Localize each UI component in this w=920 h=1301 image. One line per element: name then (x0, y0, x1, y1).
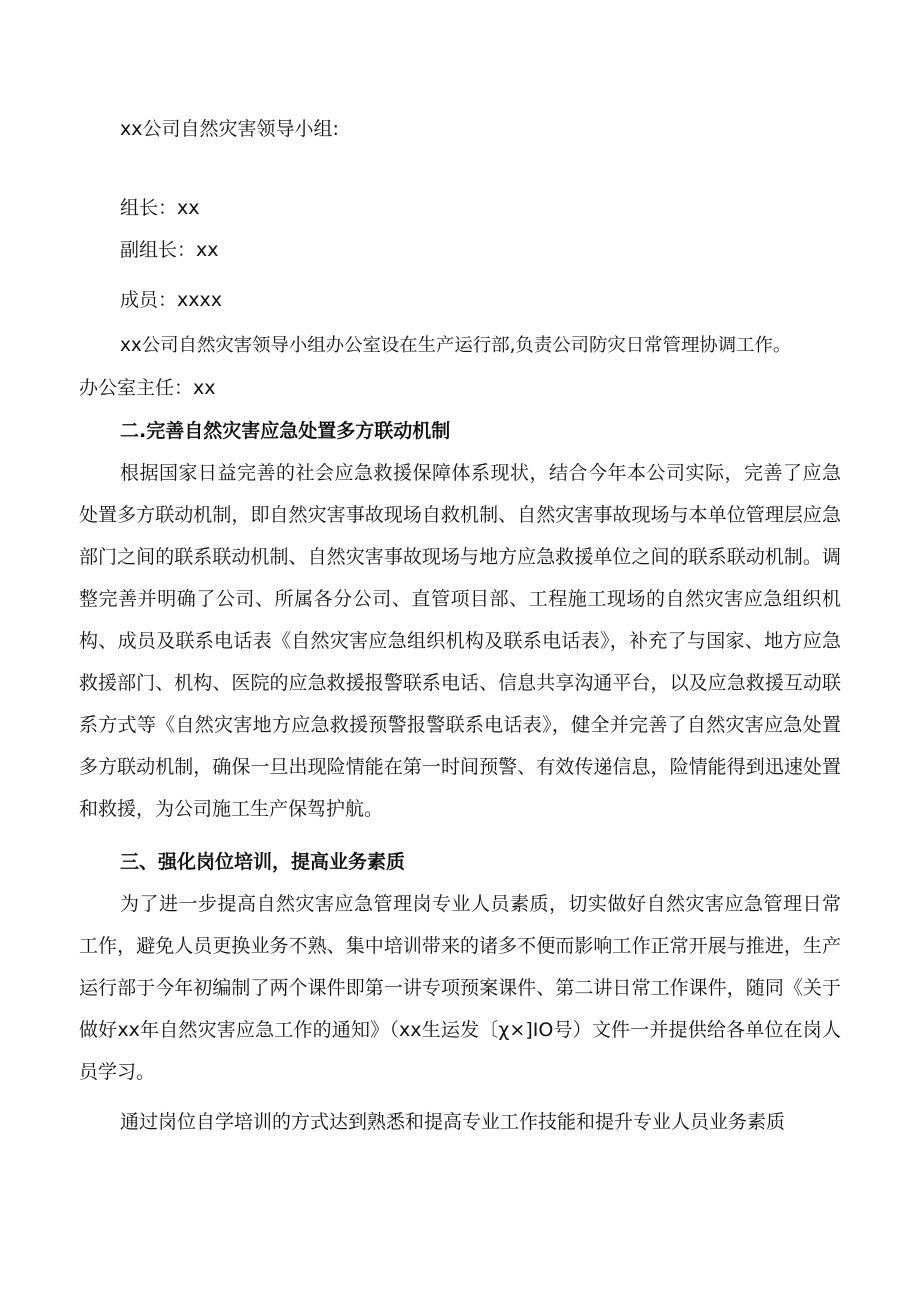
leader-group-title: xx公司自然灾害领导小组: (120, 118, 339, 140)
section3-heading: 三、强化岗位培训，提高业务素质 (120, 851, 406, 873)
leader-line: 组长：xx (120, 197, 200, 219)
members-line: 成员：xxxx (120, 289, 222, 311)
section3-paragraph-1: 为了进一步提高自然灾害应急管理岗专业人员素质，切实做好自然灾害应急管理日常工作，避免人员更换业务不熟、集中培训带来的诸多不便而影响工作正常开展与推进，生产运行部于今年初编制了两个课件即第一讲专项预案课件、第二讲日常工作课件，随同《关于做好xx年自然灾害应急工作的通知》（xx生运发〔χ×]IO号）文件一并提供给各单位在岗人员学习。 (79, 893, 841, 1083)
section3-paragraph-2-start: 通过岗位自学培训的方式达到熟悉和提高专业工作技能和提升专业人员业务素质 (120, 1111, 786, 1133)
office-director-line: 办公室主任：xx (79, 377, 216, 399)
office-line: xx公司自然灾害领导小组办公室设在生产运行部,负责公司防灾日常管理协调工作。 (120, 335, 792, 356)
section2-heading: 二.完善自然灾害应急处置多方联动机制 (120, 420, 451, 442)
section2-paragraph: 根据国家日益完善的社会应急救援保障体系现状，结合今年本公司实际，完善了应急处置多方联动机制，即自然灾害事故现场自救机制、自然灾害事故现场与本单位管理层应急部门之间的联系联动机制、自然灾害事故现场与地方应急救援单位之间的联系联动机制。调整完善并明确了公司、所属各分公司、直管项目部、工程施工现场的自然灾害应急组织机构、成员及联系电话表《自然灾害应急组织机构及联系电话表》，补充了与国家、地方应急救援部门、机构、医院的应急救援报警联系电话、信息共享沟通平台，以及应急救援互动联系方式等《自然灾害地方应急救援预警报警联系电话表》，健全并完善了自然灾害应急处置多方联动机制，确保一旦出现险情能在第一时间预警、有效传递信息，险情能得到迅速处置和救援，为公司施工生产保驾护航。 (79, 462, 841, 820)
deputy-leader-line: 副组长：xx (120, 239, 219, 261)
